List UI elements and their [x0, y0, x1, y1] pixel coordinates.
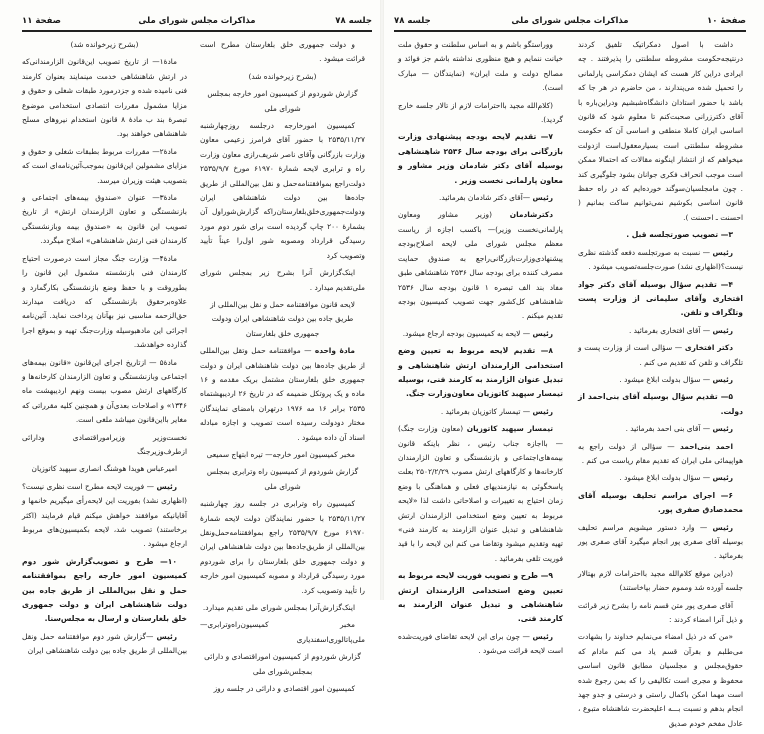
paragraph — [200, 448, 365, 462]
paragraph-text: مادهٔ۱— از تاریخ تصویب این‌قانون الزارمندانی‌که در ارتش شاهنشاهی خدمت مینمایند بعنوان کارمند فنی نامیده شده و جزدرمورد طبقات شغلی و حقوق و مزایا مشمول مقررات انتصادی استخدامی موضوع تبصرهٔ بند ب مادهٔ ۸ قانون استخدام نیروهای مسلح شاهنشاهی خواهند بود. — [22, 57, 187, 139]
paragraph-text: (دراین موقع کلام‌الله مجید بااحترامات لازم بهتالار جلسه آورده شد ومموم حضار بپاخاستند) — [578, 568, 743, 593]
paragraph-text: ۵— تقدیم سؤال بوسیله آقای بنی‌احمد از دولت. — [578, 392, 743, 416]
speaker-name: رئیس — [712, 325, 733, 335]
paragraph-text: — لایحه به کمیسیون بودجه ارجاع میشود. — [402, 328, 533, 338]
paragraph — [200, 87, 365, 116]
paragraph-text: گزارش شوردوم از کمیسیون اموراقتصادی و دارائی بمجلس‌شورای ملی — [204, 652, 361, 676]
paragraph — [578, 630, 743, 731]
paragraph — [398, 38, 563, 96]
paragraph-text: — تیمسار کاتوزیان بفرمائید . — [440, 406, 533, 416]
paragraph — [398, 630, 563, 659]
paragraph — [578, 324, 743, 338]
paragraph — [398, 191, 563, 205]
paragraph-text: ۴— تقدیم سؤال بوسیله آقای دکتر جواد افتخاری وآقای سلیمانی از وزارت پست وتلگراف و تلفن. — [578, 279, 743, 318]
right-page — [384, 0, 764, 728]
speaker-name: رئیس — [532, 328, 553, 338]
paragraph-text: — سؤالی است از وزارت پست و تلگراف و تلفن که تقدیم می کنم . — [578, 343, 743, 367]
speaker-name: رئیس — [712, 473, 733, 483]
paragraph — [200, 344, 365, 445]
agenda-heading — [398, 344, 563, 402]
speaker-name: مادهٔ واحده — [314, 346, 355, 356]
paragraph — [22, 55, 187, 141]
paragraph — [200, 38, 365, 67]
agenda-heading — [578, 489, 743, 518]
paragraph-text: (کلام‌الله مجید بااحترامات لازم از تالار جلسه خارج گردید). — [398, 100, 563, 125]
paragraph-text: — سؤال بدولت ابلاغ میشود . — [619, 374, 713, 384]
header-title: مذاکرات مجلس شورای ملی — [138, 16, 256, 26]
paragraph-text: کمیسیون امورخارجه درجلسه روزچهارشنبه ۲۵۳۵/۱۱/۲۷ با حضور آقای فرامرز زعیمی معاون وزارت بازرگانی وآقای ناصر شریف‌رازی معاون وزارت راه و ترابری لایحه شمارهٔ ۶۱۹۷۰ مورخ ۲۵۳۵/۹/۷ دولت‌راجع بموافقتنامه‌حمل و نقل بین‌المللی از طریق جاده‌ها بین دولت شاهنشاهی ایران ودولت‌جمهوری‌خلق‌بلغارستان‌راکه گزارش‌شوراول آن بشمارهٔ ۲۰۰ چاپ گردیده است برای شور دوم مورد رسیدگی قرارداد ومصوبه شور اول‌را عیناً تأیید وتصویب کرد — [200, 121, 365, 260]
header-title: مذاکرات مجلس شورای ملی — [511, 16, 629, 26]
paragraph-text: مادهٔ۵ — ازتاریخ اجرای این‌قانون «قانون بیمه‌های اجتماعی وبازنشستگی و تعاون الزارمندان کارخانه‌ها و کارگاههای ارتش مصوب بیست ونهم اردیبهشت ماه ۱۳۴۶» و اصلاحات بعدی‌آن و همچنین کلیه مقرراتی که مغایر بااین‌قانون میباشد ملغی است. — [22, 357, 187, 425]
paragraph-text: — سؤالی از دولت راجع به هواپیمائی ملی ایران که تقدیم مقام ریاست می کنم . — [578, 441, 743, 465]
paragraph-text: کمیسیون امور اقتصادی و دارائی در جلسه روز — [213, 684, 355, 694]
agenda-heading — [398, 130, 563, 188]
paragraph-text: ۷— تقدیم لایحه بودجه پیشنهادی وزارت بازرگانی برای بودجه سال ۲۵۳۶ شاهنشاهی بوسیله آقای دکتر شادمان وزیر مشاور و معاون پارلمانی نخست وزیر . — [398, 132, 563, 185]
paragraph-text: مادهٔ۴— وزارت جنگ مجاز است درصورت احتیاج کارمندان فنی بازنشسته مشمول این قانون را بطوروقت و با حفظ وضع بازنشستگی بکارگمارد و علاوه‌برحقوق بازنشستگی که دریافت میدارند حق‌الزحمه مناسبی نیز بهآنان پرداخت نماید. آئین‌نامه اجرائی این مادهبوسیله وزارت‌جنگ تهیه و بموقع اجرا گذارده خواهدشد. — [22, 253, 187, 350]
paragraph-text: مخبر کمیسیون امور خارجه— تیره ابتهاج سمیعی — [206, 449, 355, 459]
paragraph — [200, 70, 365, 84]
speaker-name: رئیس — [712, 247, 733, 257]
paragraph-text: ۶— اجرای مراسم تحلیف بوسیله آقای محمدصادق صفری پور. — [578, 490, 743, 515]
speaker-name: رئیس — [712, 374, 733, 384]
page-header — [394, 14, 746, 28]
header-rule — [394, 30, 746, 32]
paragraph-text: — موافقتنامه حمل وتقل بین‌المللی از طریق جاده‌ها بین دولت شاهنشاهی ایران و دولت جمهوری خلق بلغارستان مشتمل بریک مقدمه و ۱۶ ماده و یک پروتکل ضمیمه که در تاریخ ۲۶ اردیبهشتماه ۲۵۳۵ برابر ۱۶ مه ۱۹۷۶ درتهران بامضای نمایندگان مختار دودولت رسیده است تصویب و اجازه مبادله اسناد آن داده میشود . — [200, 346, 366, 442]
page-header — [22, 14, 372, 28]
speaker-name: رئیس — [532, 406, 553, 416]
paragraph-text: — آقای افتخاری بفرمائید . — [628, 325, 713, 335]
paragraph-text: — وارد دستور میشویم مراسم تحلیف بوسیله آقای صفری پور انجام میگیرد آقای صفری پور بفرمائید . — [578, 522, 743, 561]
paragraph — [578, 440, 743, 469]
paragraph-text: ۳— تصویب صورتجلسه قبل . — [626, 230, 733, 240]
speaker-name: تیمسار سپهبد کاتوزیان — [466, 424, 553, 434]
paragraph-text: مادهٔ۲— مقررات مربوط بطبقات شغلی و حقوق و مزایای مشمولین این‌قانون بموجب‌آئین‌نامه‌ای است که بتصویب هیئت وزیران میرسد. — [22, 146, 187, 185]
speaker-name: رئیس — [156, 481, 177, 491]
paragraph — [398, 422, 563, 566]
speaker-name: احمد بنی‌احمد — [680, 441, 733, 451]
paragraph-text: اینک‌گزارش آنرا بشرح زیر بمجلس شورای ملی‌تقدیم میدارد . — [200, 268, 365, 292]
paragraph — [398, 208, 563, 323]
paragraph-text: ۱۰— طرح و تصویب‌گزارش شور دوم کمیسیون امور خارجه راجع بموافقتنامه حمل و نقل بین‌المللی از طریق جاده بین دولت شاهنشاهی ایران و دولت جمهوری خلق بلغارستان و ارسال به مجلس‌سنا. — [22, 556, 187, 624]
paragraph — [200, 497, 365, 598]
paragraph-text: «من که در ذیل امضاء می‌نمایم خداوند را بشهادت می‌طلبم و بقرآن قسم یاد می کنم مادام که حقوق‌مجلس و مجلسیان مطابق قانون اساسی محفوظ و مجری است تکالیفی را که بمن رجوع شده است مهما امکن باکمال راستی و درستی و جدو جهد انجام بدهم و نسبت بـــه اعلیحضرت شاهنشاه متبوع ، عادل مفخم خودم صدیق — [578, 632, 743, 728]
paragraph — [22, 431, 187, 460]
paragraph — [200, 682, 365, 696]
speaker-name: رئیس — [712, 424, 733, 434]
paragraph — [200, 266, 365, 295]
paragraph-text: — چون برای این لایحه تقاضای فوریت‌شده است لایحه قرائت می‌شود . — [398, 631, 563, 656]
speaker-name: رئیس — [532, 631, 553, 641]
paragraph-text: اینک‌گزارش‌آنرا بمجلس شورای ملی تقدیم میدارد. — [202, 603, 355, 613]
paragraph-text: (بشرح زیرخوانده شد) — [70, 40, 139, 49]
paragraph-text: — نسبت به صورتجلسه دفعه گذشته نظری نیست؟(اظهاری نشد) صورت‌جلسه‌تصویب میشود . — [578, 247, 743, 272]
paragraph — [578, 38, 743, 225]
paragraph — [578, 567, 743, 596]
paragraph — [22, 462, 187, 476]
speaker-name: دکترشادمان — [509, 210, 553, 220]
paragraph — [200, 465, 365, 494]
speaker-name: دکتر افتخاری — [684, 343, 733, 353]
paragraph-text: — سؤال بدولت ابلاغ میشود . — [619, 473, 713, 483]
paragraph-text: لایحه قانون موافقتنامه حمل و نقل بین‌المللی از طریق جاده بین دولت شاهنشاهی ایران ودولت جمهوری خلق بلغارستان — [210, 299, 355, 338]
paragraph — [578, 521, 743, 564]
speaker-name: رئیس — [532, 193, 553, 203]
paragraph-text: و دولت جمهوری خلق بلغارستان مطرح است قرائت میشود . — [200, 40, 365, 64]
paragraph — [398, 405, 563, 419]
paragraph — [22, 356, 187, 428]
agenda-heading — [22, 555, 187, 627]
left-page — [0, 0, 380, 694]
paragraph — [578, 471, 743, 485]
paragraph-text: (معاون وزارت جنگ)— بااجازه جناب رئیس ، نظر باینکه قانون بیمه‌های‌اجتماعی و بازنشستگی و تعاون الزارمندان کارخانه‌ها و کارگاههای ارتش مصوب ۲۵۰۲/۲/۲۹ بعلت پاسخگوئی به نیازمندیهای فعلی و هماهنگی با وضع زمان احتیاج به تغییرات و اصلاحاتی داشت لذا «لایحه مربوط به تعیین وضع استخدامی الزارمندان ارتش شاهنشاهی و تبدیل عنوان الزارمند به کارمند فنی» تهیه وتقدیم میشود وتقاضا می کنم این لایحه را با قید فوریت تلقی بفرمائید . — [398, 424, 563, 563]
paragraph-text: نخست‌وزیر وزیراموراقتصادی ودارائی ازطرف‌وزیرجنگ — [22, 432, 187, 456]
speaker-name: رئیس — [712, 522, 733, 532]
paragraph — [578, 373, 743, 387]
paragraph-text: امیرعباس هویدا هوشنگ انصاری سپهبد کاتوزیان — [31, 464, 177, 474]
paragraph — [398, 327, 563, 341]
agenda-heading — [578, 390, 743, 419]
header-page-number: صفحهٔ ۱۰ — [707, 16, 746, 26]
paragraph-text: —آقای دکتر شادمان بفرمائید. — [438, 193, 533, 203]
paragraph-text: مخبر کمیسیون‌راه‌وترابری— ملی‌پاتالوری‌اسفندیاری — [200, 620, 365, 644]
paragraph — [22, 630, 187, 659]
paragraph-text: مادهٔ۳— عنوان «صندوق بیمه‌های اجتماعی و بازنشستگی و تعاون الزارمندان ارتش» از تاریخ تصویب این قانون به «صندوق بیمه وبازنشستگی کارمندان فنی ارتش شاهنشاهی» اصلاح میگردد. — [22, 193, 187, 246]
paragraph — [578, 599, 743, 628]
speaker-name: رئیس — [156, 631, 177, 641]
header-rule — [22, 30, 372, 32]
text-column-left — [22, 38, 187, 662]
header-session: جلسه ۷۸ — [335, 16, 372, 26]
paragraph-text: ووراستگو باشم و به اساس سلطنت و حقوق ملت خیانت ننمایم و هیچ منظوری نداشته باشم جز فوائد و مصالح دولت و ملت ایران» (نمایندگان — مبارک است). — [398, 40, 563, 93]
paragraph — [578, 246, 743, 275]
paragraph-text: ۸— تقدیم لایحه مربوط به تعیین وضع استخدامی الزارمندان ارتش شاهنشاهی و تبدیل عنوان الزارمند به کارمند فنی، بوسیله تیمسار سپهبد کاتوزیان معاون‌وزارت جنگ. — [398, 346, 563, 399]
text-column-left — [398, 38, 563, 662]
paragraph-text: —گزارش شور دوم موافقتنامه حمل ونقل بین‌المللی از طریق جاده بین دولت شاهنشاهی ایران — [22, 631, 187, 656]
paragraph — [22, 145, 187, 188]
agenda-heading — [398, 569, 563, 627]
paragraph-text: ۹— طرح و تصویب فوریت لایحه مربوط به تعیین وضع استخدامی الزارمندان ارتش شاهنشاهی و تبدیل عنوان الزارمند به کارمند فنی. — [398, 571, 563, 624]
paragraph — [398, 99, 563, 128]
paragraph — [22, 191, 187, 249]
paragraph — [200, 650, 365, 679]
paragraph — [200, 298, 365, 341]
paragraph — [200, 601, 365, 615]
text-column-right — [200, 38, 365, 699]
header-page-number: صفحة ۱۱ — [22, 16, 61, 26]
paragraph-text: (وزیر مشاور ومعاون پارلمانی‌نخست وزیر)— باکسب اجازه از ریاست معظم مجلس شورای ملی لایحه اصلاح‌بودجه پیشنهادی‌وزارت‌بازرگانی‌راجع به صندوق حمایت مصرف کننده برای بودجه سال ۲۵۳۶ شاهنشاهی طبق مفاد بند الف تبصره ۱ قانون بودجه سال ۲۵۳۶ شاهنشاهی کل‌کشور جهت تصویب کمیسیون بودجه تقدیم میکنم . — [398, 210, 563, 321]
paragraph-text: کمیسیون راه وترابری در جلسه روز چهارشنبه ۲۵۳۵/۱۱/۲۷ با حضور نمایندگان دولت لایحه شمارهٔ ۶۱۹۷۰ مورخ ۲۵۳۵/۹/۷ راجع بموافقتنامه‌حمل‌ونقل بین‌المللی از طریق‌جاده‌ها بین دولت شاهنشاهی ایران و دولت جمهوری خلق بلغارستان را برای شوردوم مورد رسیدگی قرارداد و مصوبه کمیسیون امور خارجه را تأیید وتصویب کرد. — [200, 499, 365, 595]
paragraph — [578, 422, 743, 436]
text-column-right — [578, 38, 743, 734]
paragraph — [578, 341, 743, 370]
paragraph-text: (بشرح زیرخوانده شد) — [248, 71, 317, 81]
paragraph-text: داشت با اصول دمکراتیک تلفیق کردند درنتیجه‌حکومت مشروطه سلطنتی را پذیرفتند . چه ایرادی دراین کار هست که ایشان دمکراسی پارلمانی را تحمیل شده می‌پندارند ، من حاضرم در هر جا که باشد با حضور استادان دانشگاه‌شبشیم ودراین‌باره با آقای دکترزرانی صحبت‌کنم تا معلوم شود که قانون اساسی ایران کاملا منطقی و اساسی آن که حکومت مشروطه سلطنتی است بسیارمعقول‌است ازدولت میخواهم که از انتشار اینگونه مقالات که احتمالا ممکن است موجب انحراف فکری جوانان بشود جلوگیری کند . چون مامجلسیان‌سوگند خورده‌ایم که در راه حفظ قانون اساسی بکوشیم نمی‌توانیم ساکت بمانیم ( احسنت ـ احسنت ). — [578, 40, 743, 222]
agenda-heading — [578, 228, 743, 242]
paragraph-text: گزارش شوردوم از کمیسیون امور خارجه بمجلس شورای ملی — [207, 89, 358, 113]
paragraph — [22, 38, 187, 52]
paragraph-text: گزارش شوردوم از کمیسیون راه وترابری بمجلس شورای ملی — [206, 467, 359, 491]
paragraph — [200, 119, 365, 263]
paragraph — [22, 480, 187, 552]
paragraph-text: — فوریت لایحه مطرح است نظری نیست؟ (اظهاری نشد) بفوریت این لایحه‌رأی میگیریم خانمها و آقایانیکه موافقند خواهش میکنم قیام فرمایند (اکثر برخاستند) تصویب شد، لایحه بکمیسیون‌های مربوط ارجاع میشود . — [22, 481, 187, 549]
paragraph — [200, 618, 365, 647]
agenda-heading — [578, 278, 743, 321]
header-session: جلسه ۷۸ — [394, 16, 431, 26]
paragraph-text: آقای صفری پور متن قسم نامه را بشرح زیر قرائت و ذیل آنرا امضاء کردند : — [578, 600, 743, 625]
paragraph-text: — آقای بنی احمد بفرمائید . — [625, 424, 713, 434]
paragraph — [22, 252, 187, 353]
